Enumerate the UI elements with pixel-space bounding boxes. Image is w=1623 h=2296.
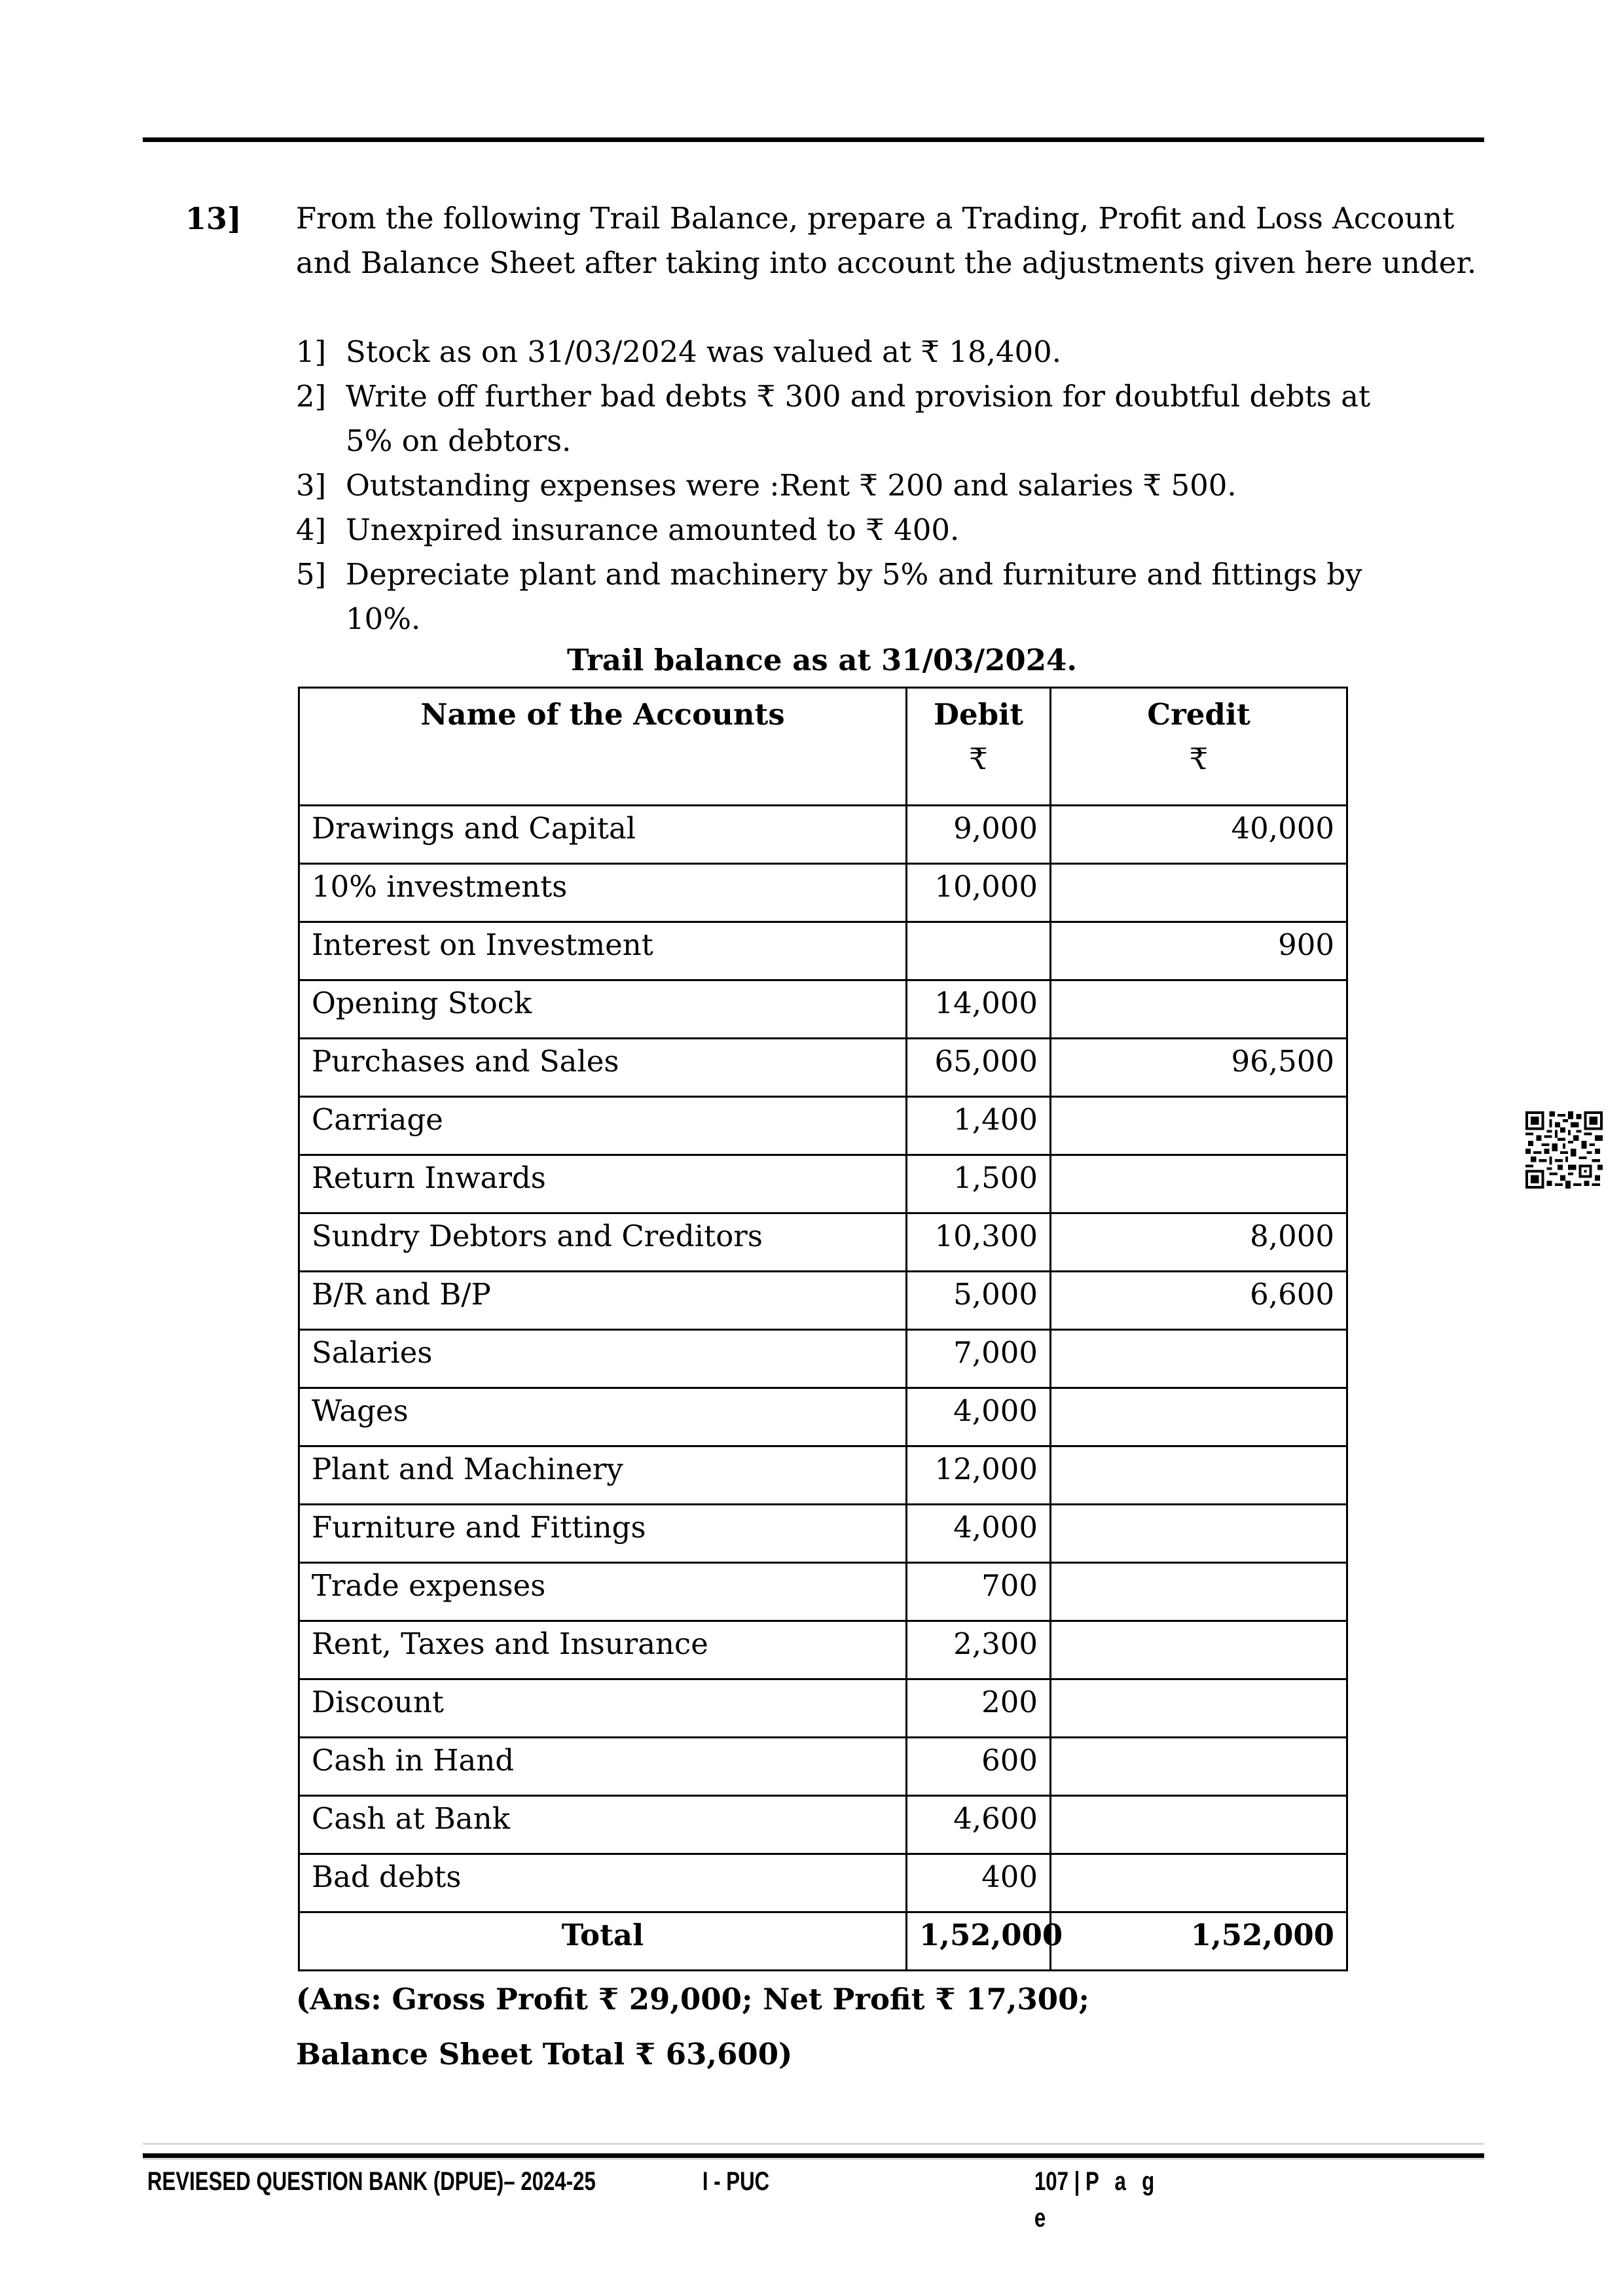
debit-amount: 200 — [907, 1679, 1051, 1738]
adjustment-text: Stock as on 31/03/2024 was valued at ₹ 18,400. — [346, 334, 1062, 369]
answer-block — [296, 1972, 1474, 2082]
adjustment-number: 1] — [296, 334, 327, 369]
debit-amount: 400 — [907, 1854, 1051, 1912]
adjustment-text: Write off further bad debts ₹ 300 and provision for doubtful debts at 5% on debtors. — [346, 379, 1371, 458]
account-name: Sundry Debtors and Creditors — [299, 1213, 907, 1272]
adjustment-item — [296, 330, 1409, 374]
account-name: Salaries — [299, 1330, 907, 1388]
table-row — [299, 1854, 1347, 1912]
debit-amount: 10,300 — [907, 1213, 1051, 1272]
adjustment-number: 3] — [296, 468, 327, 503]
credit-amount — [1051, 1155, 1347, 1213]
account-name: Purchases and Sales — [299, 1039, 907, 1097]
table-row — [299, 1679, 1347, 1738]
account-name: Cash in Hand — [299, 1738, 907, 1796]
account-name: B/R and B/P — [299, 1272, 907, 1330]
header-debit: Debit ₹ — [907, 688, 1051, 806]
table-row — [299, 1097, 1347, 1155]
total-row — [299, 1912, 1347, 1971]
qr-code-graphic — [1525, 1111, 1603, 1189]
total-label: Total — [299, 1912, 907, 1971]
credit-amount: 6,600 — [1051, 1272, 1347, 1330]
table-row — [299, 1738, 1347, 1796]
debit-amount: 7,000 — [907, 1330, 1051, 1388]
rupee-icon: ₹ — [969, 742, 988, 776]
debit-amount: 4,600 — [907, 1796, 1051, 1854]
adjustments-list — [296, 330, 1409, 641]
account-name: Discount — [299, 1679, 907, 1738]
account-name: Carriage — [299, 1097, 907, 1155]
trial-balance-title: Trail balance as at 31/03/2024. — [566, 643, 1078, 677]
adjustment-item — [296, 463, 1409, 508]
credit-amount: 40,000 — [1051, 806, 1347, 864]
adjustment-item — [296, 552, 1409, 641]
account-name: Rent, Taxes and Insurance — [299, 1621, 907, 1679]
table-row — [299, 806, 1347, 864]
table-row — [299, 1446, 1347, 1505]
account-name: 10% investments — [299, 864, 907, 922]
table-row — [299, 1563, 1347, 1621]
credit-amount — [1051, 1621, 1347, 1679]
credit-amount: 900 — [1051, 922, 1347, 980]
credit-amount: 96,500 — [1051, 1039, 1347, 1097]
table-row — [299, 864, 1347, 922]
table-row — [299, 1621, 1347, 1679]
question-text: From the following Trail Balance, prepare a Trading, Profit and Loss Account and Balance Sheet after taking into account the adjustments given here under. — [296, 201, 1477, 280]
table-row — [299, 1796, 1347, 1854]
credit-amount — [1051, 1388, 1347, 1446]
table-row — [299, 1213, 1347, 1272]
page-separator: | — [1074, 2167, 1080, 2196]
header-account-name: Name of the Accounts — [299, 688, 907, 806]
account-name: Interest on Investment — [299, 922, 907, 980]
adjustment-item — [296, 508, 1409, 552]
debit-amount: 700 — [907, 1563, 1051, 1621]
account-name: Bad debts — [299, 1854, 907, 1912]
credit-amount — [1051, 980, 1347, 1039]
table-row — [299, 1272, 1347, 1330]
credit-amount — [1051, 864, 1347, 922]
table-header-row — [299, 688, 1347, 806]
account-name: Wages — [299, 1388, 907, 1446]
table-row — [299, 1330, 1347, 1388]
footer-class: I - PUC — [702, 2167, 770, 2196]
adjustment-item — [296, 374, 1409, 463]
total-debit: 1,52,000 — [907, 1912, 1051, 1971]
footer-rule-light — [143, 2143, 1484, 2145]
adjustment-number: 4] — [296, 512, 327, 547]
debit-amount: 4,000 — [907, 1505, 1051, 1563]
debit-amount — [907, 922, 1051, 980]
debit-amount: 9,000 — [907, 806, 1051, 864]
table-row — [299, 922, 1347, 980]
credit-amount — [1051, 1796, 1347, 1854]
credit-amount — [1051, 1854, 1347, 1912]
footer-page — [1034, 2163, 1184, 2236]
footer-rule-light — [143, 2158, 1484, 2160]
account-name: Furniture and Fittings — [299, 1505, 907, 1563]
credit-amount — [1051, 1563, 1347, 1621]
table-row — [299, 1505, 1347, 1563]
debit-amount: 14,000 — [907, 980, 1051, 1039]
answer-line-2: Balance Sheet Total ₹ 63,600) — [296, 2037, 793, 2072]
credit-amount — [1051, 1097, 1347, 1155]
trial-balance-table — [298, 687, 1348, 1971]
footer-title: REVIESED QUESTION BANK (DPUE)– 2024-25 — [147, 2167, 596, 2196]
adjustment-number: 5] — [296, 557, 327, 592]
debit-amount: 2,300 — [907, 1621, 1051, 1679]
credit-amount — [1051, 1446, 1347, 1505]
debit-amount: 65,000 — [907, 1039, 1051, 1097]
debit-amount: 10,000 — [907, 864, 1051, 922]
debit-amount: 12,000 — [907, 1446, 1051, 1505]
total-credit: 1,52,000 — [1051, 1912, 1347, 1971]
credit-amount: 8,000 — [1051, 1213, 1347, 1272]
account-name: Return Inwards — [299, 1155, 907, 1213]
credit-amount — [1051, 1330, 1347, 1388]
account-name: Trade expenses — [299, 1563, 907, 1621]
adjustment-text: Depreciate plant and machinery by 5% and furniture and fittings by 10%. — [346, 557, 1362, 636]
debit-amount: 1,500 — [907, 1155, 1051, 1213]
header-credit: Credit ₹ — [1051, 688, 1347, 806]
header-rule — [143, 137, 1484, 142]
adjustment-number: 2] — [296, 379, 327, 414]
credit-amount — [1051, 1505, 1347, 1563]
debit-amount: 600 — [907, 1738, 1051, 1796]
question-number: 13] — [185, 201, 242, 236]
qr-code-icon[interactable] — [1525, 1111, 1603, 1189]
table-row — [299, 980, 1347, 1039]
page-footer — [147, 2163, 1184, 2233]
table-row — [299, 1388, 1347, 1446]
account-name: Opening Stock — [299, 980, 907, 1039]
debit-amount: 4,000 — [907, 1388, 1051, 1446]
account-name: Plant and Machinery — [299, 1446, 907, 1505]
page-label: P a g e — [1034, 2167, 1160, 2233]
footer-rule — [143, 2153, 1484, 2158]
credit-amount — [1051, 1679, 1347, 1738]
answer-line-1: (Ans: Gross Profit ₹ 29,000; Net Profit ₹ 17,300; — [296, 1982, 1089, 2017]
debit-amount: 5,000 — [907, 1272, 1051, 1330]
account-name: Drawings and Capital — [299, 806, 907, 864]
debit-amount: 1,400 — [907, 1097, 1051, 1155]
account-name: Cash at Bank — [299, 1796, 907, 1854]
adjustment-text: Unexpired insurance amounted to ₹ 400. — [346, 512, 960, 547]
adjustment-text: Outstanding expenses were :Rent ₹ 200 and salaries ₹ 500. — [346, 468, 1237, 503]
page-number: 107 — [1034, 2167, 1068, 2196]
table-row — [299, 1155, 1347, 1213]
table-row — [299, 1039, 1347, 1097]
rupee-icon: ₹ — [1189, 742, 1209, 776]
credit-amount — [1051, 1738, 1347, 1796]
